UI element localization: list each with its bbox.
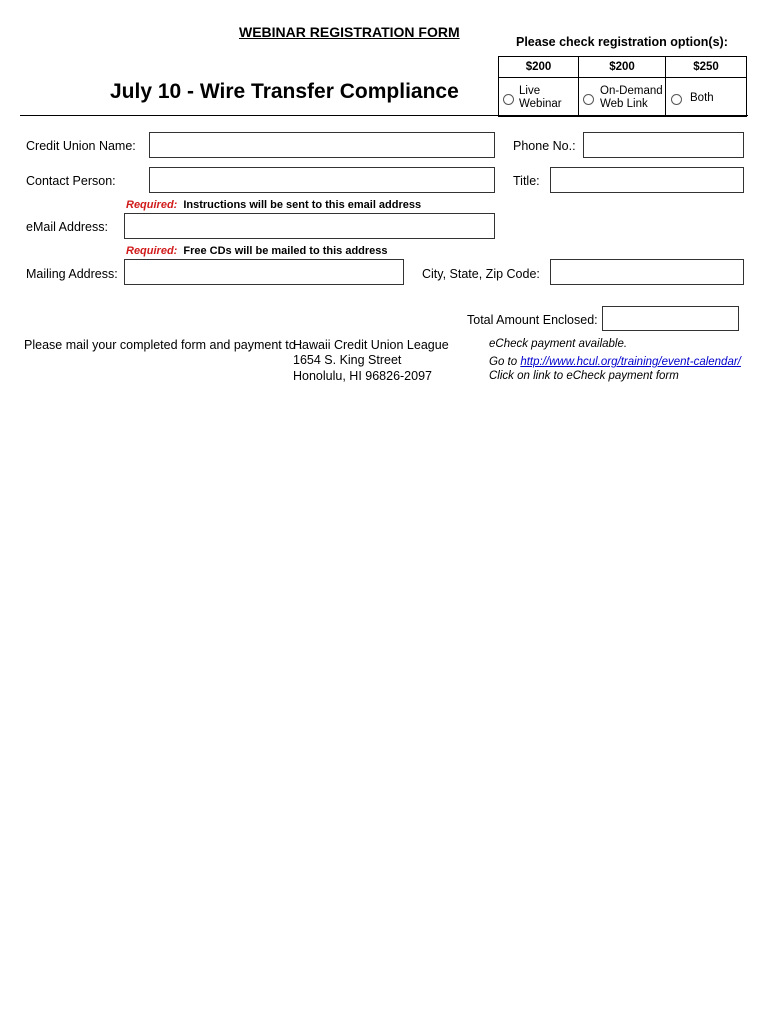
header-divider xyxy=(20,115,748,116)
mailing-address-label: Mailing Address: xyxy=(26,267,118,281)
address-required-note: Required: Free CDs will be mailed to this address xyxy=(126,245,388,257)
mail-city: Honolulu, HI 96826-2097 xyxy=(293,369,432,383)
on-demand-radio[interactable] xyxy=(583,94,594,105)
city-state-zip-label: City, State, Zip Code: xyxy=(422,267,540,281)
event-title: July 10 - Wire Transfer Compliance xyxy=(110,80,459,103)
echeck-click-note: Click on link to eCheck payment form xyxy=(489,370,679,382)
total-amount-input[interactable] xyxy=(602,306,739,331)
option-label: Live Webinar xyxy=(519,85,562,110)
echeck-link[interactable]: http://www.hcul.org/training/event-calendar/ xyxy=(520,356,741,368)
live-webinar-radio[interactable] xyxy=(503,94,514,105)
credit-union-name-input[interactable] xyxy=(149,132,495,158)
total-amount-label: Total Amount Enclosed: xyxy=(467,313,598,327)
title-input[interactable] xyxy=(550,167,744,193)
email-required-note: Required: Instructions will be sent to this email address xyxy=(126,199,422,211)
option-price: $250 xyxy=(666,57,746,78)
echeck-go-to: Go to http://www.hcul.org/training/event-calendar/ xyxy=(489,356,741,368)
form-title: WEBINAR REGISTRATION FORM xyxy=(239,24,460,40)
phone-input[interactable] xyxy=(583,132,744,158)
option-price: $200 xyxy=(499,57,578,78)
title-label: Title: xyxy=(513,174,540,188)
mail-instruction: Please mail your completed form and payment to : xyxy=(24,338,303,352)
email-label: eMail Address: xyxy=(26,220,108,234)
registration-options-table xyxy=(498,56,747,117)
phone-label: Phone No.: xyxy=(513,139,576,153)
mail-street: 1654 S. King Street xyxy=(293,353,402,367)
option-live-webinar xyxy=(499,57,579,116)
option-both xyxy=(666,57,746,116)
mail-org: Hawaii Credit Union League xyxy=(293,338,449,352)
option-on-demand xyxy=(579,57,666,116)
option-label: Both xyxy=(690,92,714,104)
contact-person-input[interactable] xyxy=(149,167,495,193)
option-price: $200 xyxy=(579,57,665,78)
mailing-address-input[interactable] xyxy=(124,259,404,285)
option-label: On-Demand Web Link xyxy=(600,85,663,110)
contact-person-label: Contact Person: xyxy=(26,174,116,188)
email-input[interactable] xyxy=(124,213,495,239)
echeck-available: eCheck payment available. xyxy=(489,338,628,350)
credit-union-name-label: Credit Union Name: xyxy=(26,139,136,153)
options-heading: Please check registration option(s): xyxy=(516,35,728,49)
city-state-zip-input[interactable] xyxy=(550,259,744,285)
both-radio[interactable] xyxy=(671,94,682,105)
